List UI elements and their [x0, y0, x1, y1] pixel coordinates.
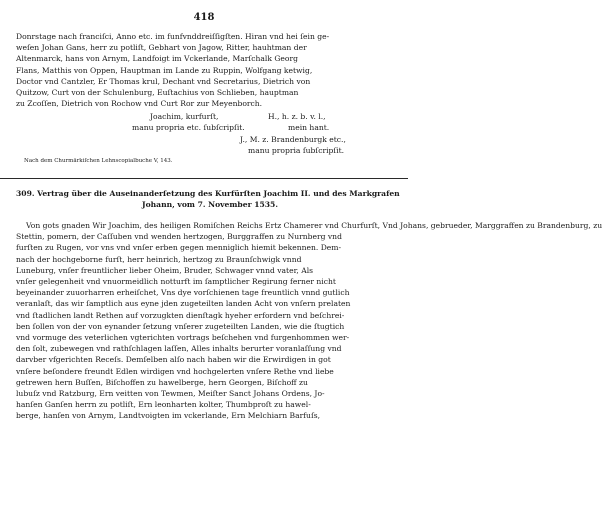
text-line: vnd vormuge des veterlichen vgterichten vortrags beſchehen vnd furgenhommen wer- [16, 333, 350, 343]
text-line: Altenmarck, hans von Arnym, Landfoigt im Vckerlande, Marſchalk Georg [16, 54, 298, 64]
text-line: Stettin, pomern, der Caſſuben vnd wenden hertzogen, Burggraffen zu Nurnberg vnd [16, 232, 342, 242]
text-line: Luneburg, vnſer freuntlicher lieber Oheim, Bruder, Schwager vnnd vater, Als [16, 265, 314, 275]
text-line: darvber vfgerichten Receſs. Demſelben alſo nach haben wir die Erwirdigen in got [16, 355, 331, 365]
text-line: Donrstage nach franciſci, Anno etc. im funfvnddreiſſigſten. Hiran vnd hei ſein ge- [16, 32, 330, 41]
page-number: 418 [193, 12, 215, 23]
signature-joachim: Joachim, kurfurſt, [150, 112, 219, 121]
signature-joachim-manu: manu propria etc. ſubſcripſit. [132, 123, 245, 132]
signature-mein-hant: mein hant. [288, 123, 330, 132]
signature-h-abbrev: H., h. z. b. v. l., [268, 112, 326, 121]
text-line: zu Zcoſſen, Dietrich von Rochow vnd Curt Ror zur Meyenborch. [16, 99, 263, 109]
section-divider [0, 178, 408, 179]
text-line: vnd ſtadlichen landt Rethen auf vorzugkten dienſtagk hyeher erfordern vnd beſchrei- [16, 310, 345, 320]
lower-paragraph [16, 220, 602, 422]
signature-brandenburgk: J., M. z. Brandenburgk etc., [240, 135, 346, 144]
text-line: nach der hochgeborne furſt, herr heinrich, hertzog zu Braunſchwigk vnnd [16, 254, 302, 264]
text-line: Quitzow, Curt von der Schulenburg, Euſtachius von Schlieben, hauptman [16, 88, 299, 98]
document-heading [16, 188, 404, 210]
text-line: furſten zu Rugen, vor vns vnd vnſer erben gegen menniglich hiemit bekennen. Dem- [16, 243, 342, 253]
text-line: Doctor vnd Cantzler, Er Thomas krul, Dechant vnd Secretarius, Dietrich von [16, 76, 311, 86]
text-line: veranlaſt, das wir ſamptlich aus eyne jden zugeteilten landen Acht von vnſern prelaten [16, 299, 351, 309]
heading-line: Johann, vom 7. November 1535. [141, 200, 278, 209]
text-line: Flans, Matthis von Oppen, Hauptman im Lande zu Ruppin, Wolfgang ketwig, [16, 65, 313, 75]
text-line: berge, hanſen von Arnym, Landtvoigten im vckerlande, Ern Melchiarn Barfuſs, [16, 411, 321, 421]
text-line: weſen Johan Gans, herr zu potliſt, Gebhart von Jagow, Ritter, hauhtman der [16, 43, 307, 53]
heading-line: 309. Vertrag über die Auseinanderſetzung des Kurfürſten Joachim II. und des Markgrafen [16, 189, 400, 198]
source-footnote: Nach dem Churmärkiſchen Lehnscopialbuche V, 143. [24, 158, 173, 164]
text-line: hanſen Ganſen herrn zu potliſt, Ern leonharten kolter, Thumbproſt zu hawel- [16, 400, 311, 410]
text-line: lubuſz vnd Ratzburg, Ern veitten von Tewmen, Meiſter Sanct Johans Ordens, Jo- [16, 389, 325, 399]
text-line: Von gots gnaden Wir Joachim, des heiligen Romiſchen Reichs Ertz Chamerer vnd Churfurſt, Vnd Johans, gebrueder, Marggraffen zu Brandenburg, zu [26, 221, 602, 230]
text-line: den ſolt, zubewegen vnd rathſchlagen laſſen, Alles inhalts berurter voranlaſſung vnd [16, 344, 342, 354]
text-line: ben ſollen von der von eynander ſetzung vnſerer zugeteilten Landen, wie die ſtugtich [16, 321, 345, 331]
text-line: getrewen hern Buſſen, Biſchoffen zu hawelberge, hern Georgen, Biſchoff zu [16, 377, 308, 387]
signature-brandenburgk-manu: manu propria ſubſcripſit. [248, 146, 345, 155]
text-line: vnſere beſondere freundt Edlen wirdigen vnd hochgelerten vnſere Rethe vnd liebe [16, 366, 334, 376]
upper-paragraph [16, 31, 404, 109]
text-line: vnſer gelegenheit vnd vnuormeidlich notturft im ſamptlicher Regirung ferner nicht [16, 277, 336, 287]
text-line: beyeinander zuuorharren erheiſchet, Vns dye vorſchienen tage freuntlich vnnd gutlich [16, 288, 350, 298]
